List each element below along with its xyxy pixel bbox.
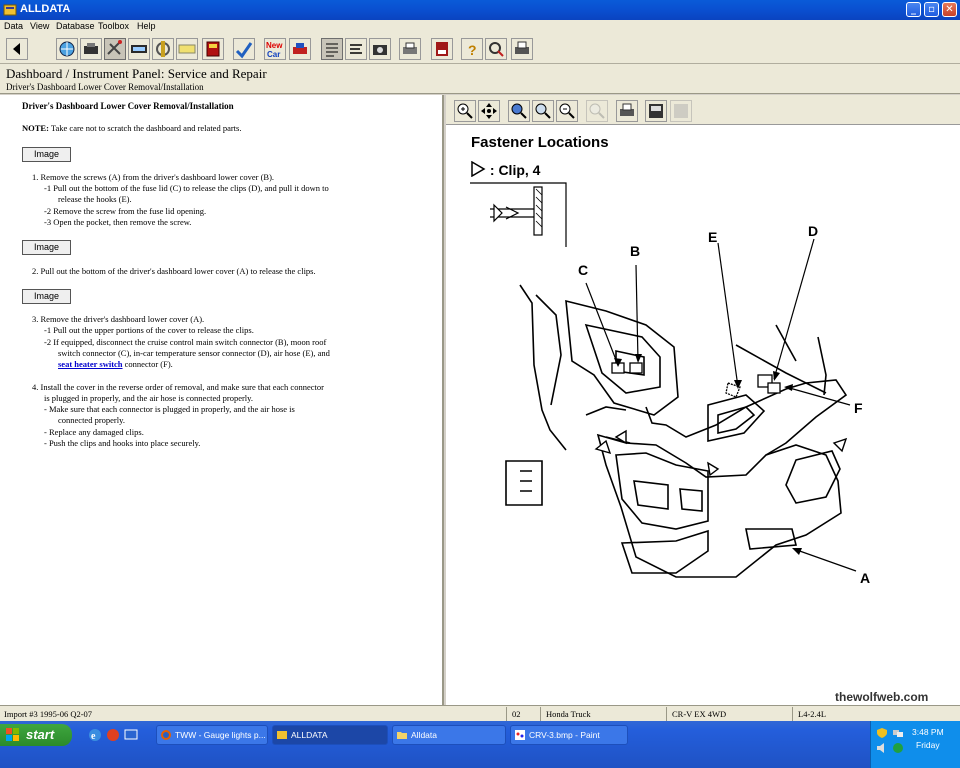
vehicle-icon xyxy=(81,39,101,59)
note-text: Take care not to scratch the dashboard and related parts. xyxy=(50,123,242,133)
callout-f: F xyxy=(854,400,863,416)
tools-icon xyxy=(129,39,149,59)
callout-b: B xyxy=(630,243,641,259)
step-3-sub-2-end xyxy=(58,359,173,369)
clock-day: Friday xyxy=(916,740,940,750)
paint-icon xyxy=(514,729,526,741)
book-icon xyxy=(203,39,223,59)
svg-text:New: New xyxy=(266,41,283,50)
back-button[interactable] xyxy=(6,38,28,60)
tsb-button[interactable] xyxy=(104,38,126,60)
svg-text:Car: Car xyxy=(267,50,281,59)
viewer-print-button[interactable] xyxy=(616,100,638,122)
step-2: 2. Pull out the bottom of the driver's dashboard lower cover (A) to release the clips. xyxy=(32,266,316,276)
clock-time: 3:48 PM xyxy=(912,727,944,737)
vehicle-button[interactable] xyxy=(80,38,102,60)
menu-bar xyxy=(0,20,960,34)
start-button[interactable] xyxy=(0,724,72,746)
title-bar xyxy=(0,0,960,20)
step-1-sub-1-cont: release the hooks (E). xyxy=(58,194,132,204)
antivirus-icon[interactable] xyxy=(892,742,904,754)
tsb-icon xyxy=(105,39,125,59)
step-1-sub-3: -3 Open the pocket, then remove the screw. xyxy=(44,217,192,227)
copy-button[interactable] xyxy=(670,100,692,122)
new-car-icon xyxy=(265,39,285,59)
step-4-bullet-3: - Push the clips and hooks into place securely. xyxy=(44,438,201,448)
svg-text:?: ? xyxy=(468,42,477,58)
fit-button[interactable] xyxy=(508,100,530,122)
globe-button[interactable] xyxy=(56,38,78,60)
status-year: 02 xyxy=(512,709,521,719)
used-car-button[interactable] xyxy=(289,38,311,60)
used-car-icon xyxy=(290,39,310,59)
save-button[interactable] xyxy=(645,100,667,122)
procedure-panel xyxy=(0,95,444,705)
zoom-out-button[interactable] xyxy=(556,100,578,122)
step-4-bullet-1-cont: connected properly. xyxy=(58,415,125,425)
connectors xyxy=(612,363,780,397)
menu-help[interactable]: Help xyxy=(137,21,156,31)
image-button-1[interactable]: Image xyxy=(22,147,71,162)
start-label: start xyxy=(26,727,55,742)
note-icon xyxy=(432,39,452,59)
page-subtitle: Driver's Dashboard Lower Cover Removal/Installation xyxy=(6,82,204,92)
security-shield-icon[interactable] xyxy=(876,727,888,739)
close-button[interactable]: ✕ xyxy=(942,2,957,17)
status-model: CR-V EX 4WD xyxy=(672,709,727,719)
step-3: 3. Remove the driver's dashboard lower cover (A). xyxy=(32,314,205,324)
status-divider xyxy=(540,707,541,721)
status-divider xyxy=(666,707,667,721)
step-4: 4. Install the cover in the reverse order of removal, and make sure that each connector xyxy=(32,382,324,392)
dashboard-outline xyxy=(506,285,846,577)
step-4-cont: is plugged in properly, and the air hose is connected properly. xyxy=(44,393,253,403)
print-setup-button[interactable] xyxy=(511,38,533,60)
specs-button[interactable] xyxy=(152,38,174,60)
callout-c: C xyxy=(578,262,589,278)
restore-button[interactable]: ▫ xyxy=(924,2,939,17)
desktop-quicklaunch-icon[interactable] xyxy=(124,728,138,742)
image-button-2[interactable]: Image xyxy=(22,240,71,255)
back-icon xyxy=(7,39,27,59)
zoom-button[interactable] xyxy=(532,100,554,122)
print-icon xyxy=(617,101,637,121)
status-make: Honda Truck xyxy=(546,709,591,719)
note-button[interactable] xyxy=(431,38,453,60)
zoom-disabled-button[interactable] xyxy=(586,100,608,122)
volume-icon[interactable] xyxy=(876,742,888,754)
task-paint[interactable] xyxy=(510,725,628,745)
callout-e: E xyxy=(708,229,718,245)
step-3-sub-1: -1 Pull out the upper portions of the cover to release the clips. xyxy=(44,325,254,335)
menu-data[interactable]: Data xyxy=(4,21,24,31)
component-button[interactable] xyxy=(176,38,198,60)
firefox-icon xyxy=(160,729,172,741)
zoom-in-icon xyxy=(455,101,475,121)
task-label: CRV-3.bmp - Paint xyxy=(529,730,600,740)
menu-toolbox[interactable]: Toolbox xyxy=(98,21,130,31)
fastener-diagram xyxy=(446,125,960,605)
menu-view[interactable]: View xyxy=(30,21,50,31)
task-label: ALLDATA xyxy=(291,730,328,740)
clip-detail xyxy=(470,183,566,247)
network-icon[interactable] xyxy=(892,727,904,739)
task-alldata[interactable] xyxy=(272,725,388,745)
status-engine: L4-2.4L xyxy=(798,709,827,719)
minimize-button[interactable]: _ xyxy=(906,2,921,17)
print-button[interactable] xyxy=(399,38,421,60)
step-1-sub-1: -1 Pull out the bottom of the fuse lid (C) to release the clips (D), and pull it down to xyxy=(44,183,329,193)
print-icon xyxy=(400,39,420,59)
tools-button[interactable] xyxy=(128,38,150,60)
status-divider xyxy=(506,707,507,721)
text-icon xyxy=(346,39,366,59)
leader-lines xyxy=(586,239,856,571)
fit-icon xyxy=(509,101,529,121)
callout-d: D xyxy=(808,223,819,239)
status-bar xyxy=(0,705,960,721)
save-icon xyxy=(646,101,666,121)
status-import: Import #3 1995-06 Q2-07 xyxy=(4,709,93,719)
media-quicklaunch-icon[interactable] xyxy=(106,728,120,742)
folder-icon xyxy=(396,729,408,741)
content-header xyxy=(0,64,960,94)
step-1-sub-2: -2 Remove the screw from the fuse lid opening. xyxy=(44,206,207,216)
clip-label: : Clip, 4 xyxy=(489,162,541,178)
step-4-bullet-2: - Replace any damaged clips. xyxy=(44,427,144,437)
search-icon xyxy=(486,39,506,59)
status-divider xyxy=(792,707,793,721)
watermark: thewolfweb.com xyxy=(835,690,929,704)
note-label: NOTE: xyxy=(22,123,49,133)
zoom-icon xyxy=(533,101,553,121)
copy-disabled-icon xyxy=(671,101,691,121)
figure-title: Fastener Locations xyxy=(471,134,609,151)
step-4-bullet-1: - Make sure that each connector is plugged in properly, and the air hose is xyxy=(44,404,295,414)
windows-flag-icon xyxy=(6,728,20,742)
globe-icon xyxy=(57,39,77,59)
question-icon xyxy=(462,39,482,59)
seat-heater-switch-link[interactable]: seat heater switch xyxy=(58,359,123,369)
task-label: TWW - Gauge lights p... xyxy=(175,730,266,740)
zoom-disabled-icon xyxy=(587,101,607,121)
alldata-app-icon xyxy=(3,3,17,17)
note xyxy=(22,123,241,133)
menu-database[interactable]: Database xyxy=(56,21,95,31)
printer-icon xyxy=(512,39,532,59)
pan-button[interactable] xyxy=(478,100,500,122)
new-car-button[interactable] xyxy=(264,38,286,60)
image-button-3[interactable]: Image xyxy=(22,289,71,304)
text-button[interactable] xyxy=(345,38,367,60)
clock[interactable] xyxy=(912,726,944,752)
wiring-icon xyxy=(234,39,254,59)
book-button[interactable] xyxy=(202,38,224,60)
camera-button[interactable] xyxy=(369,38,391,60)
question-button[interactable] xyxy=(461,38,483,60)
ie-quicklaunch-icon[interactable] xyxy=(88,728,102,742)
step-3-sub-2-cont: switch connector (C), in-car temperature sensor connector (D), air hose (E), and xyxy=(58,348,330,358)
alldata-icon xyxy=(276,729,288,741)
zoom-in-button[interactable] xyxy=(454,100,476,122)
pan-icon xyxy=(479,101,499,121)
page-title: Dashboard / Instrument Panel: Service and Repair xyxy=(6,66,267,81)
step-3-sub-2: -2 If equipped, disconnect the cruise control main switch connector (B), moon roof xyxy=(44,337,327,347)
list-button[interactable] xyxy=(321,38,343,60)
search-button[interactable] xyxy=(485,38,507,60)
task-label: Alldata xyxy=(411,730,437,740)
step-1: 1. Remove the screws (A) from the driver's dashboard lower cover (B). xyxy=(32,172,275,182)
task-firefox[interactable] xyxy=(156,725,268,745)
task-alldata-folder[interactable] xyxy=(392,725,506,745)
specs-icon xyxy=(153,39,173,59)
step-3-connector-text: connector (F). xyxy=(124,359,173,369)
callout-a: A xyxy=(860,570,871,586)
wiring-button[interactable] xyxy=(233,38,255,60)
camera-icon xyxy=(370,39,390,59)
svg-text:e: e xyxy=(91,731,96,742)
window-title: ALLDATA xyxy=(20,3,71,15)
component-icon xyxy=(177,39,197,59)
callout-labels xyxy=(578,223,870,586)
list-icon xyxy=(322,39,342,59)
procedure-title: Driver's Dashboard Lower Cover Removal/Installation xyxy=(22,101,234,111)
zoom-out-icon xyxy=(557,101,577,121)
